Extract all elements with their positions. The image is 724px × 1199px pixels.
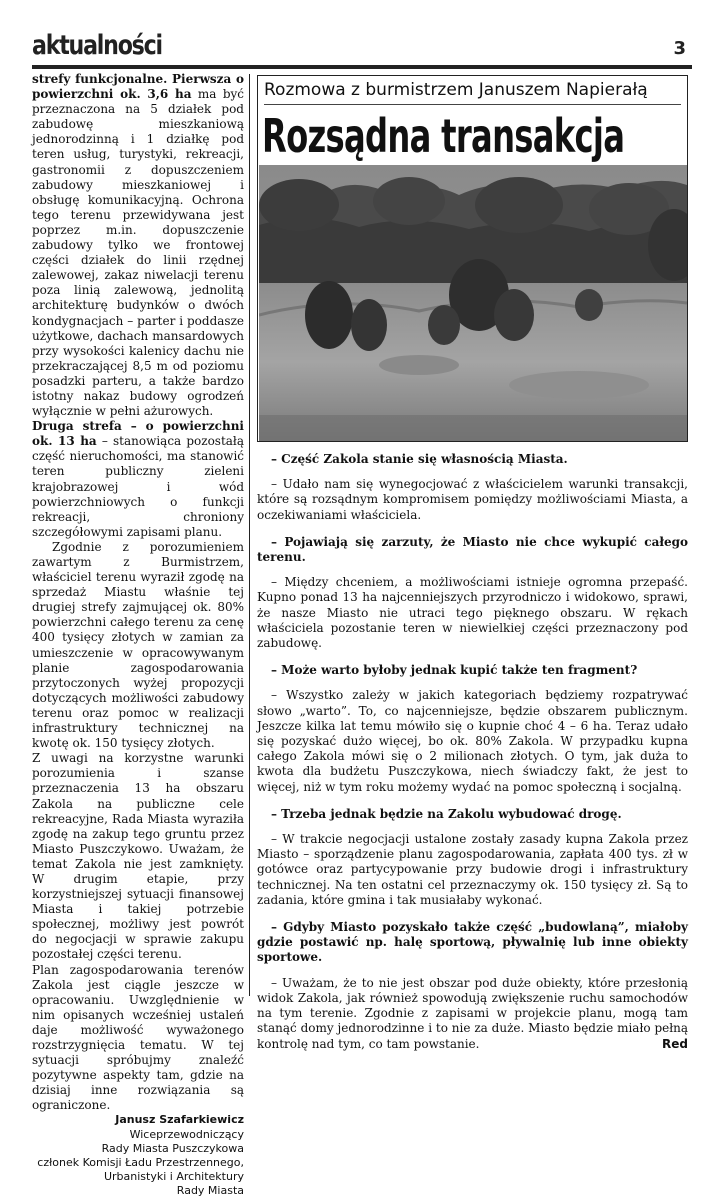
signature-line: Rady Miasta [176,1184,244,1198]
interview-question: – Może warto byłoby jednak kupić także ten fragment? [271,663,638,678]
paragraph-zones [32,72,244,419]
page-number: 3 [673,38,686,59]
interview-question: – Gdyby Miasto pozyskało także część „budowlaną”, miałoby gdzie postawić np. halę sportową, pływalnię lub inne obiekty sportowe. [257,920,688,965]
paragraph-council: Z uwagi na korzystne warunki porozumienia i szanse przeznaczenia 13 ha obszaru Zakola na publiczne cele rekreacyjne, Rada Miasta wyraziła zgodę na zakup tego gruntu przez Miasto Puszczykowo. Uważam, że temat Zakola nie jest zamknięty. W drugim etapie, przy korzystniejszej sytuacji finansowej Miasta i takiej potrzebie społecznej, możliwy jest powrót do negocjacji w sprawie zakupu pozostałej części terenu. [32,751,244,962]
interview-question: – Trzeba jednak będzie na Zakolu wybudować drogę. [271,806,622,821]
zone-one-lead: strefy funkcjonalne. Pierwsza o powierzchni ok. 3,6 ha [32,72,244,102]
signature-line: członek Komisji Ładu Przestrzennego, [37,1156,244,1170]
landscape-photo-drawing [259,165,687,441]
article-author: Red [662,1036,688,1051]
interview-answer: – Udało nam się wynegocjować z właścicielem warunki transakcji, które są rozsądnym kompromisem pomiędzy możliwościami Miasta, a oczekiwaniami właściciela. [257,477,688,522]
left-column [32,72,244,1199]
section-title: aktualności [32,30,162,61]
header-rule [32,65,692,69]
article-kicker: Rozmowa z burmistrzem Januszem Napierałą [264,80,648,100]
signature-line: Wiceprzewodniczący [129,1127,244,1141]
signature-name: Janusz Szafarkiewicz [115,1113,244,1127]
paragraph-agreement: Zgodnie z porozumieniem zawartym z Burmistrzem, właściciel terenu wyraził zgodę na sprzedaż Miastu właśnie tej drugiej strefy zajmującej ok. 80% powierzchni całego terenu za cenę 400 tysięcy złotych w zamian za umieszczenie w opracowywanym planie zagospodarowania przytoczonych wyżej propozycji dotyczących możliwości zabudowy terenu oraz pomoc w realizacji infrastruktury technicznej na kwotę ok. 150 tysięcy złotych. [32,539,244,751]
interview-answer-text: – Uważam, że to nie jest obszar pod duże obiekty, które przesłonią widok Zakola, jak również spowodują zwiększenie ruchu samochodów na tym terenie. Zgodnie z zapisami w projekcie planu, mogą tam stanąć domy jednorodzinne i to nie za duże. Miasto będzie miało pełną kontrolę nad tym, co tam powstanie. [257,975,688,1051]
interview-column [257,452,688,1052]
signature-line: Rady Miasta Puszczykowa [101,1141,244,1155]
interview-answer: – Między chceniem, a możliwościami istnieje ogromna przepaść. Kupno ponad 13 ha najcenniejszych przyrodniczo i widokowo, sprawi, że nasze Miasto nie utraci tego pięknego obszaru. W rękach właściciela pozostanie teren w niewielkiej części przeznaczony pod zabudowę. [257,575,688,651]
zone-two-lead: Druga strefa – o powierzchni ok. 13 ha [32,419,244,449]
signature [32,1113,244,1198]
interview-answer [257,976,688,1052]
zone-two-text: – stanowiąca pozostałą część nieruchomości, ma stanowić teren publiczny zieleni krajobrazowej i wód powierzchniowych o funkcji rekreacji, chroniony szczegółowymi zapisami planu. [32,434,244,539]
kicker-underline [264,104,681,105]
column-divider [249,74,250,996]
interview-answer: – Wszystko zależy w jakich kategoriach będziemy rozpatrywać słowo „warto”. To, co najcenniejsze, będzie obszarem publicznym. Jeszcze kilka lat temu mówiło się o kupnie choć 4 – 6 ha. Teraz udało się pozyskać dużo więcej, bo ok. 80% Zakola. W przypadku kupna całego Zakola mówi się o 2 milionach złotych. O tym, jak duża to kwota dla budżetu Puszczykowa, niech świadczy fakt, że jest to więcej, niż w tym roku możemy wydać na pomoc społeczną i socjalną. [257,688,688,794]
interview-question: – Pojawiają się zarzuty, że Miasto nie chce wykupić całego terenu. [257,534,688,565]
zone-one-text: ma być przeznaczona na 5 działek pod zabudowę mieszkaniową jednorodzinną i 1 działkę pod teren usług, turystyki, rekreacji, gastronomii z dopuszczeniem zabudowy mieszkaniowej i obsługę komunikacyjną. Ochrona tego terenu przewidywana jest poprzez m.in. dopuszczenie zabudowy tylko we frontowej części działek do linii rzędnej zalewowej, zakaz niwelacji terenu poza linią zalewową, jednolitą architekturę budynków o dwóch kondygnacjach – parter i poddasze użytkowe, dachach mansardowych przy wysokości kalenicy dachu nie przekraczającej 8,5 m od poziomu posadzki parteru, a także bardzo istotny nakaz budowy ogrodzeń wyłącznie w pełni ażurowych. [32,87,245,419]
landscape-photo [259,165,687,441]
paragraph-plan: Plan zagospodarowania terenów Zakola jest ciągle jeszcze w opracowaniu. Uwzględnienie w nim opisanych wcześniej ustaleń daje możliwość wyważonego rozstrzygnięcia tematu. W tej sytuacji spróbujmy znaleźć pozytywne aspekty tam, gdzie na dzisiaj inne rozwiązania są ograniczone. [32,962,244,1113]
interview-question: – Część Zakola stanie się własnością Miasta. [271,452,568,466]
page-header [32,30,692,70]
article-headline: Rozsądna transakcja [262,109,625,163]
article-header-box [257,75,688,442]
interview-answer: – W trakcie negocjacji ustalone zostały zasady kupna Zakola przez Miasto – sporządzenie planu zagospodarowania, zapłata 400 tys. zł w gotówce oraz partycypowanie przy budowie drogi i infrastruktury technicznej. Na ten ostatni cel przeznaczymy ok. 150 tysięcy zł. Są to zadania, które gmina i tak musiałaby wykonać. [257,832,688,907]
paragraph-zone-two [32,419,244,540]
signature-line: Urbanistyki i Architektury [103,1170,244,1184]
